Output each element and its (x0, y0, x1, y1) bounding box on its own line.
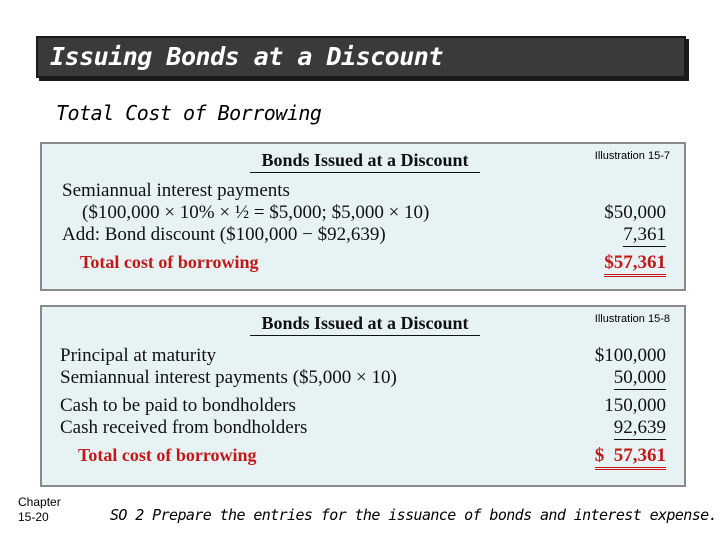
row-label: ($100,000 × 10% × ½ = $5,000; $5,000 × 10) (82, 202, 430, 223)
slide-title-bar (36, 36, 686, 78)
row-amount: 92,639 (613, 417, 666, 438)
total-row (42, 252, 684, 274)
row-label: Semiannual interest payments (62, 180, 290, 201)
study-objective: SO 2 Prepare the entries for the issuance of bonds and interest expense. (110, 506, 718, 524)
table-row (42, 224, 684, 246)
chapter-label: Chapter (18, 495, 61, 509)
table-row (42, 202, 684, 224)
illustration-15-7-panel (40, 142, 686, 291)
row-amount: 7,361 (623, 224, 666, 245)
row-amount: 50,000 (613, 367, 666, 388)
table-row (42, 395, 684, 417)
slide-title: Issuing Bonds at a Discount (50, 42, 443, 71)
row-amount: $100,000 (594, 345, 666, 366)
panel-heading: Bonds Issued at a Discount (250, 150, 480, 173)
illustration-15-8-panel (40, 305, 686, 487)
chapter-info (18, 495, 61, 525)
total-row (42, 445, 684, 467)
row-label: Cash received from bondholders (60, 417, 308, 438)
row-label: Cash to be paid to bondholders (60, 395, 296, 416)
page-number: 15-20 (18, 510, 49, 524)
row-label: Semiannual interest payments ($5,000 × 10) (60, 367, 397, 388)
panel-heading: Bonds Issued at a Discount (250, 313, 480, 336)
total-label: Total cost of borrowing (78, 445, 257, 465)
illustration-label: Illustration 15-7 (594, 150, 670, 162)
row-label: Principal at maturity (60, 345, 217, 366)
row-label: Add: Bond discount ($100,000 − $92,639) (62, 224, 386, 245)
table-row (42, 345, 684, 367)
table-row (42, 417, 684, 439)
slide-subtitle: Total Cost of Borrowing (56, 101, 322, 125)
table-row (42, 367, 684, 389)
table-row (42, 180, 684, 202)
row-amount: 150,000 (604, 395, 666, 416)
total-label: Total cost of borrowing (80, 252, 259, 272)
row-amount: $50,000 (604, 202, 666, 223)
illustration-label: Illustration 15-8 (594, 313, 670, 325)
total-amount: $ 57,361 (595, 445, 666, 470)
total-amount: $57,361 (604, 252, 666, 277)
